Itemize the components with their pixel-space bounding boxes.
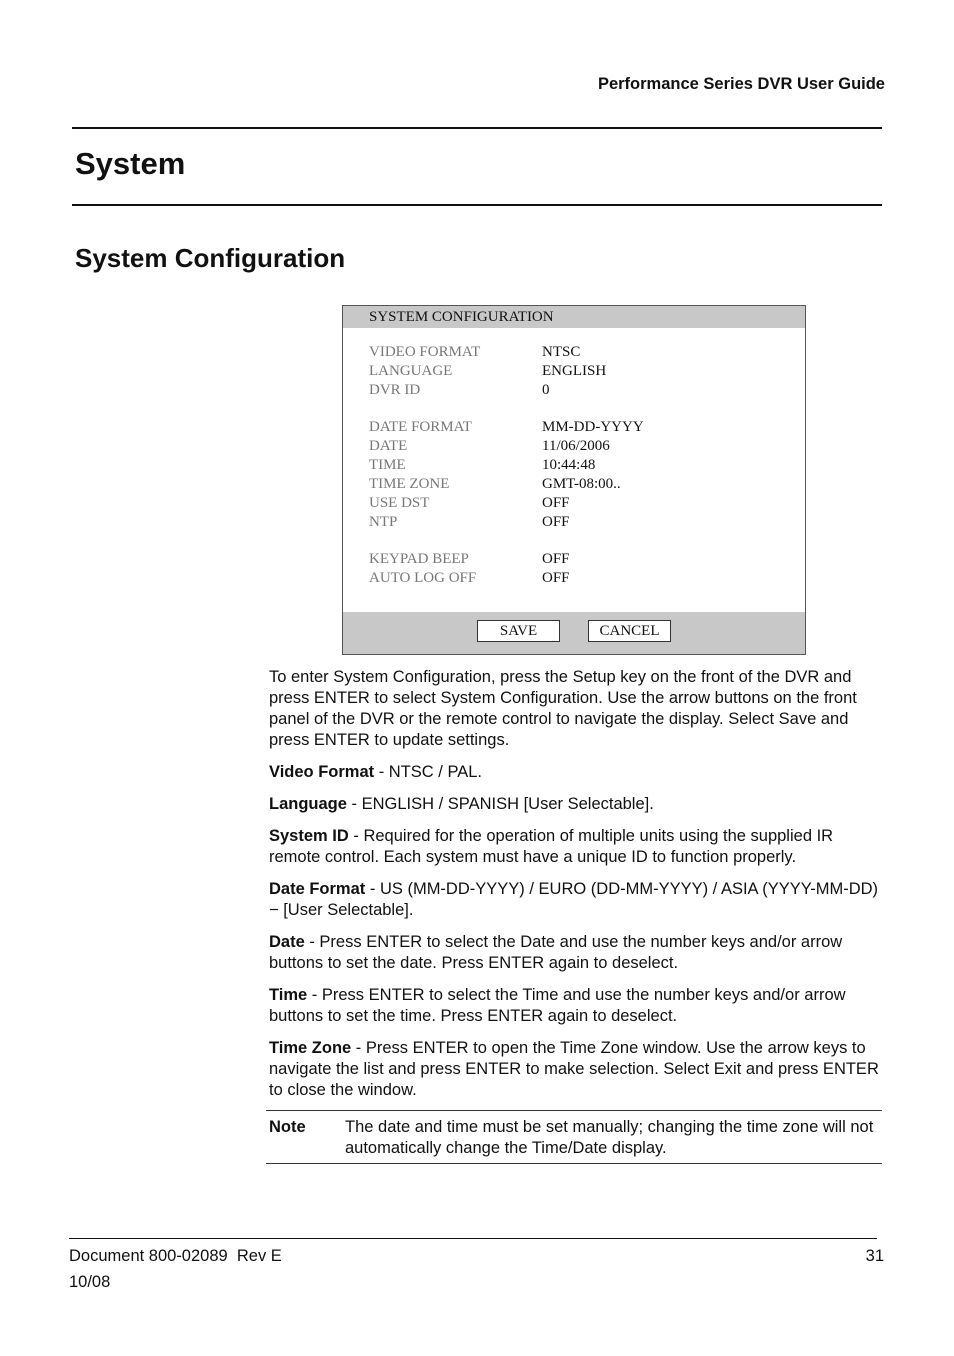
chapter-rule: [72, 204, 882, 206]
description: - Press ENTER to select the Time and use the number keys and/or arrow buttons to set the time. Press ENTER again to deselect.: [269, 986, 846, 1025]
setting-row-auto-log-off[interactable]: [369, 569, 644, 588]
setting-value: NTSC: [542, 344, 581, 360]
term: System ID: [269, 827, 349, 845]
setting-label: USE DST: [369, 495, 430, 511]
setting-label: KEYPAD BEEP: [369, 551, 469, 567]
setting-value: ENGLISH: [542, 363, 607, 379]
setting-value: 11/06/2006: [542, 438, 610, 454]
setting-label: TIME ZONE: [369, 476, 450, 492]
setting-label: VIDEO FORMAT: [369, 344, 481, 360]
footer-rule: [69, 1238, 877, 1239]
setting-value: 10:44:48: [542, 457, 596, 473]
setting-row-video-format[interactable]: [369, 343, 644, 362]
description: - Press ENTER to select the Date and use the number keys and/or arrow buttons to set the date. Press ENTER again to deselect.: [269, 933, 843, 972]
setting-row-keypad-beep[interactable]: [369, 550, 644, 569]
term: Video Format: [269, 763, 375, 781]
definition-language: [269, 794, 884, 815]
description: - Press ENTER to open the Time Zone window. Use the arrow keys to navigate the list and press ENTER to make selection. Select Exit and press ENTER to close the window.: [269, 1039, 879, 1099]
description: - US (MM-DD-YYYY) / EURO (DD-MM-YYYY) / ASIA (YYYY-MM-DD) − [User Selectable].: [269, 880, 879, 919]
term: Date Format: [269, 880, 366, 898]
setting-label: LANGUAGE: [369, 363, 453, 379]
definition-time: [269, 985, 884, 1027]
definition-date: [269, 932, 884, 974]
note-box: [266, 1110, 882, 1164]
setting-value: OFF: [542, 570, 570, 586]
panel-footer: [343, 612, 805, 654]
definition-system-id: [269, 826, 884, 868]
setting-value: OFF: [542, 551, 570, 567]
definition-time-zone: [269, 1038, 884, 1101]
term: Language: [269, 795, 347, 813]
body-text: [269, 667, 884, 1112]
cancel-button[interactable]: CANCEL: [588, 620, 671, 642]
intro-paragraph: To enter System Configuration, press the Setup key on the front of the DVR and press ENTER to select System Configuration. Use the arrow buttons on the front panel of the DVR or the remote control to navigate the display. Select Save and press ENTER to update settings.: [269, 668, 857, 749]
definition-video-format: [269, 762, 884, 783]
setting-label: DVR ID: [369, 382, 421, 398]
setting-row-language[interactable]: [369, 362, 644, 381]
setting-row-use-dst[interactable]: [369, 494, 644, 513]
setting-value: GMT-08:00..: [542, 476, 621, 492]
description: - ENGLISH / SPANISH [User Selectable].: [346, 795, 654, 813]
running-header: Performance Series DVR User Guide: [597, 75, 885, 93]
page-number: 31: [865, 1247, 884, 1265]
setting-value: OFF: [542, 514, 570, 530]
term: Time Zone: [269, 1039, 352, 1057]
top-rule: [72, 127, 882, 129]
system-configuration-panel: [342, 305, 806, 655]
description: - NTSC / PAL.: [374, 763, 483, 781]
document-id: Document 800-02089 Rev E: [69, 1247, 282, 1265]
save-button[interactable]: SAVE: [477, 620, 560, 642]
setting-row-date-format[interactable]: [369, 418, 644, 437]
setting-row-ntp[interactable]: [369, 513, 644, 532]
panel-title: SYSTEM CONFIGURATION: [343, 306, 805, 328]
setting-value: OFF: [542, 495, 570, 511]
term: Time: [269, 986, 308, 1004]
term: Date: [269, 933, 305, 951]
setting-label: DATE: [369, 438, 408, 454]
setting-label: AUTO LOG OFF: [369, 570, 477, 586]
setting-label: TIME: [369, 457, 406, 473]
note-text: The date and time must be set manually; changing the time zone will not automatically change the Time/Date display.: [345, 1118, 874, 1157]
note-label: Note: [269, 1118, 306, 1136]
description: - Required for the operation of multiple units using the supplied IR remote control. Each system must have a unique ID to function properly.: [269, 827, 834, 866]
setting-row-dvr-id[interactable]: [369, 381, 644, 400]
setting-value: MM-DD-YYYY: [542, 419, 644, 435]
chapter-title: System: [75, 146, 186, 181]
definition-date-format: [269, 879, 884, 921]
panel-body: [369, 343, 644, 588]
setting-value: 0: [542, 382, 550, 398]
section-title: System Configuration: [75, 243, 346, 273]
document-date: 10/08: [69, 1273, 111, 1291]
setting-label: DATE FORMAT: [369, 419, 472, 435]
setting-row-date[interactable]: [369, 437, 644, 456]
setting-row-time[interactable]: [369, 456, 644, 475]
setting-row-time-zone[interactable]: [369, 475, 644, 494]
setting-label: NTP: [369, 514, 398, 530]
